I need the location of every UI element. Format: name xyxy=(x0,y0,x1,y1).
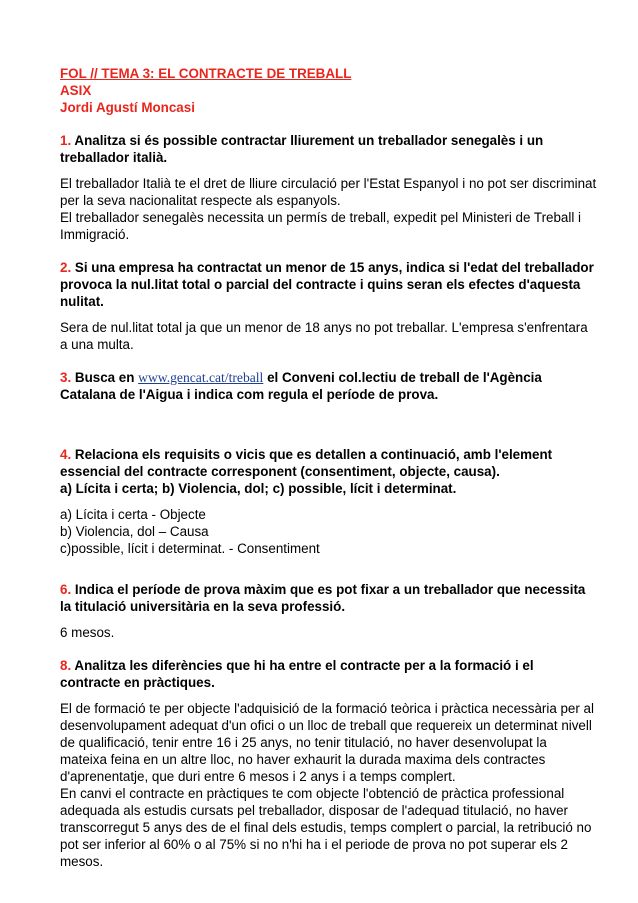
question-number: 3. xyxy=(60,370,72,385)
question-text: Catalana de l'Aigua i indica com regula el període de prova. xyxy=(60,387,439,402)
question-text: Analitza les diferències que hi ha entre el contracte per a la formació i el xyxy=(71,658,534,673)
answer-line: Immigració. xyxy=(60,227,130,242)
answer-line: de qualificació, tenir entre 16 i 25 anys, no tenir titulació, no haver desenvolupat la xyxy=(60,735,547,750)
question-text: a) Lícita i certa; b) Violencia, dol; c) possible, lícit i determinat. xyxy=(60,481,457,496)
question-text: treballador italià. xyxy=(60,150,168,165)
question-4 xyxy=(60,446,590,497)
answer-line: a una multa. xyxy=(60,337,134,352)
question-text: el Conveni col.lectiu de treball de l'Agència xyxy=(263,370,542,385)
answer-line: desenvolupament adequat d'un ofici o un lloc de treball que requereix un determinat nivell xyxy=(60,718,592,733)
question-number: 4. xyxy=(60,447,72,462)
document-content xyxy=(60,65,597,870)
question-text: Relaciona els requisits o vicis que es detallen a continuació, amb l'element xyxy=(71,447,553,462)
question-text: essencial del contracte corresponent (consentiment, objecte, causa). xyxy=(60,464,500,479)
question-text: la titulació universitària en la seva professió. xyxy=(60,599,346,614)
question-number: 6. xyxy=(60,582,72,597)
answer-line: En canvi el contracte en pràctiques te com objecte l'obtenció de pràctica professional xyxy=(60,786,565,801)
question-1 xyxy=(60,132,590,166)
question-number: 1. xyxy=(60,133,72,148)
question-text: Indica el període de prova màxim que es pot fixar a un treballador que necessita xyxy=(71,582,586,597)
question-text: provoca la nul.litat total o parcial del contracte i quins seran els efectes d'aquesta xyxy=(60,277,581,292)
question-3 xyxy=(60,369,590,403)
question-8 xyxy=(60,657,590,691)
answer-line: mateixa feina en un altre lloc, no haver exhaurit la durada maxima dels contractes xyxy=(60,752,546,767)
answer-8 xyxy=(60,700,594,870)
document-title: FOL // TEMA 3: EL CONTRACTE DE TREBALL xyxy=(60,66,352,81)
answer-line: pot ser inferior al 60% o al 75% si no n'hi ha i el periode de prova no pot superar els 2 xyxy=(60,837,568,852)
answer-line: per la seva nacionalitat respecte als espanyols. xyxy=(60,193,341,208)
answer-line: transcorregut 5 anys des de el final dels estudis, temps complert o parcial, la retribució no xyxy=(60,820,592,835)
answer-line: Sera de nul.litat total ja que un menor de 18 anys no pot treballar. L'empresa s'enfrentara xyxy=(60,320,588,335)
author-name: Jordi Agustí Moncasi xyxy=(60,100,195,115)
answer-line: c)possible, lícit i determinat. - Consentiment xyxy=(60,541,320,556)
question-text: Si una empresa ha contractat un menor de 15 anys, indica si l'edat del treballador xyxy=(71,260,594,275)
answer-line: mesos. xyxy=(60,854,104,869)
answer-6 xyxy=(60,624,590,641)
course-name: ASIX xyxy=(60,83,92,98)
answer-line: El de formació te per objecte l'adquisició de la formació teòrica i pràctica necessària per al xyxy=(60,701,594,716)
answer-line: adequada als estudis cursats pel treballador, disposar de l'adequad titulació, no haver xyxy=(60,803,569,818)
question-6 xyxy=(60,581,590,615)
gencat-treball-link[interactable]: www.gencat.cat/treball xyxy=(138,370,264,385)
question-number: 8. xyxy=(60,658,72,673)
question-text: Analitza si és possible contractar lliurement un treballador senegalès i un xyxy=(71,133,544,148)
document-header xyxy=(60,65,590,116)
question-number: 2. xyxy=(60,260,72,275)
answer-line: 6 mesos. xyxy=(60,625,115,640)
answer-line: El treballador senegalès necessita un permís de treball, expedit pel Ministeri de Treball i xyxy=(60,210,582,225)
answer-line: El treballador Italià te el dret de lliure circulació per l'Estat Espanyol i no pot ser discriminat xyxy=(60,176,597,191)
answer-line: a) Lícita i certa - Objecte xyxy=(60,507,206,522)
question-text: Busca en xyxy=(71,370,139,385)
answer-1 xyxy=(60,175,597,243)
answer-4 xyxy=(60,506,590,557)
question-text: nulitat. xyxy=(60,294,104,309)
question-2 xyxy=(60,259,594,310)
answer-2 xyxy=(60,319,590,353)
answer-line: d'aprenentatje, que duri entre 6 mesos i 2 anys i a temps complert. xyxy=(60,769,456,784)
question-text: contracte en pràctiques. xyxy=(60,675,215,690)
answer-line: b) Violencia, dol – Causa xyxy=(60,524,209,539)
